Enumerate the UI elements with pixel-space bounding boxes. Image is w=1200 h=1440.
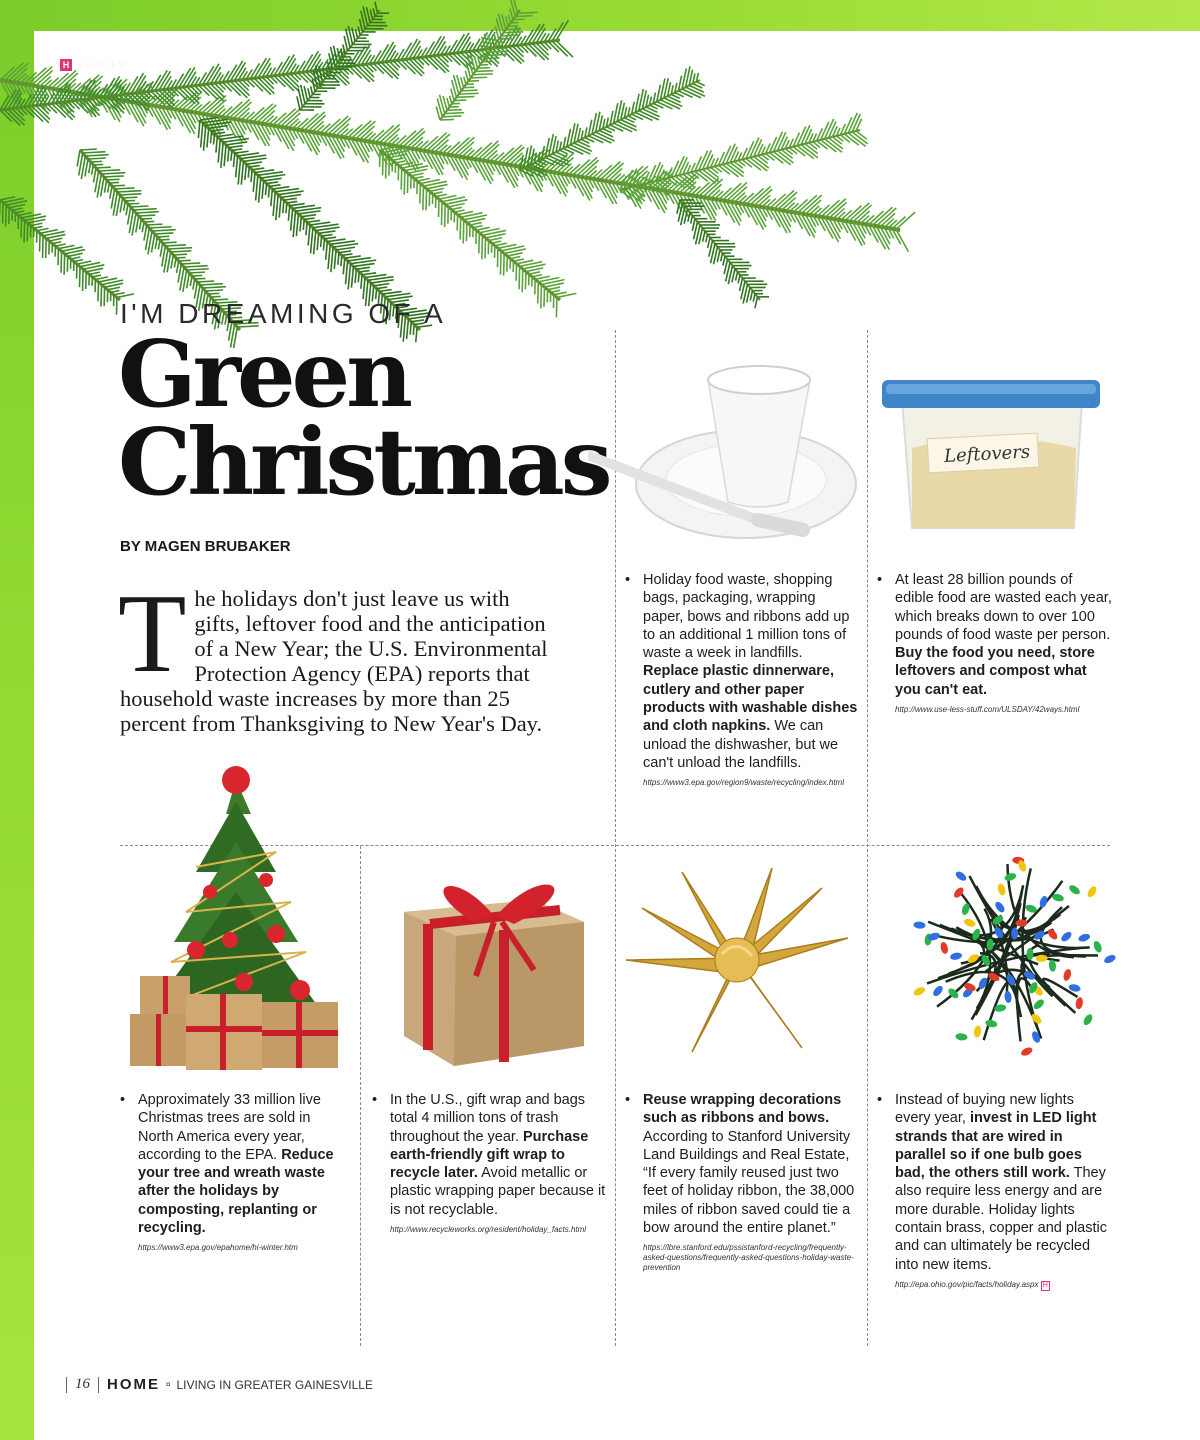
section-name: FAMILY [78,59,128,71]
item-text: Holiday food waste, shopping bags, packaging, wrapping paper, bows and ribbons add up to an additional 1 million tons of waste a week in landfills. [643,572,850,662]
magazine-tagline: LIVING IN GREATER GAINESVILLE [176,1377,373,1392]
item-text: At least 28 billion pounds of edible food are wasted each year, which breaks down to over 100 pounds of food waste per person. [895,572,1112,643]
item-text: Avoid metallic or plastic wrapping paper because it is not recyclable. [390,1165,606,1218]
lead-text: he holidays don't just leave us with gifts, leftover food and the anticipation of a New Year; the U.S. Environmental Protection Agency (EPA) reports that household waste increases by more than 25 percent from Thanksgiving to New Year's Day. [120,586,548,736]
article-title [118,320,609,516]
list-item-food-waste [877,571,1113,715]
item-text: They also require less energy and are more durable. Holiday lights contain brass, copper and plastic and can ultimately be recycled into new items. [895,1165,1107,1273]
source-citation [895,1280,1113,1291]
item-text: Instead of buying new lights every year, [895,1092,1074,1127]
source-citation: http://www.recycleworks.org/resident/holiday_facts.html [390,1225,587,1235]
column-divider [360,846,361,1346]
list-item-ribbons [625,1091,858,1273]
footer-rule [66,1377,67,1393]
column-divider [867,330,868,1346]
list-item-trees [120,1091,343,1253]
magazine-name: HOME [107,1376,160,1393]
christmas-tree-photo [126,762,344,1074]
source-citation: https://lbre.stanford.edu/pssistanford-recycling/frequently-asked-questions/frequently-asked-questions-holiday-waste-prevention [643,1243,854,1273]
item-text-bold: Reuse wrapping decorations such as ribbons and bows. [643,1092,842,1127]
gift-box-photo [394,866,602,1070]
magazine-logo-icon: H [60,59,72,71]
title-line-1: Green [118,320,409,428]
source-url: http://epa.ohio.gov/pic/facts/holiday.aspx [895,1279,1039,1289]
bullet: • [877,1092,883,1108]
footer-rule [98,1377,99,1393]
list-item-lights [877,1091,1113,1291]
page-footer [58,1376,373,1393]
leftovers-label: Leftovers [943,441,1031,467]
source-citation: http://www.use-less-stuff.com/ULSDAY/42ways.html [895,705,1080,715]
list-item-paper-waste [625,571,858,788]
end-mark-icon: H [1042,1281,1048,1289]
drop-cap: T [118,572,187,696]
item-text-bold: Purchase earth-friendly gift wrap to recycle later. [390,1128,589,1182]
title-line-2: Christmas [118,408,609,516]
gold-bow-photo [622,868,852,1060]
item-text: In the U.S., gift wrap and bags total 4 million tons of trash throughout the year. [390,1092,586,1145]
bullet: • [625,1092,631,1108]
item-text-bold: Reduce your tree and wreath waste after the holidays by composting, replanting or recycling. [138,1146,334,1237]
list-item-gift-wrap [372,1091,606,1235]
footer-separator: ¤ [166,1380,171,1389]
article-kicker: I'M DREAMING OF A [120,298,447,329]
section-tag [60,59,127,71]
item-text-bold: Replace plastic dinnerware, cutlery and other paper products with washable dishes and cloth napkins. [643,663,858,735]
item-text-bold: Buy the food you need, store leftovers and compost what you can't eat. [895,645,1095,698]
lead-paragraph [118,572,560,736]
led-lights-photo [900,840,1126,1066]
bullet: • [120,1092,126,1108]
byline: BY MAGEN BRUBAKER [120,538,291,555]
plate-cup-fork-photo [588,352,860,552]
bullet: • [877,572,883,588]
item-text: We can unload the dishwasher, but we can't unload the landfills. [643,718,839,771]
item-text-bold: invest in LED light strands that are wired in parallel so if one bulb goes bad, the others still work. [895,1110,1097,1182]
leftovers-container-photo [882,378,1102,538]
item-text: Approximately 33 million live Christmas trees are sold in North America every year, according to the EPA. [138,1092,321,1163]
item-text: According to Stanford University Land Buildings and Real Estate, “If every family reused just two feet of holiday ribbon, the 38,000 miles of ribbon saved could tie a bow around the entire planet.” [643,1128,855,1237]
page-number: 16 [75,1376,90,1392]
bullet: • [372,1092,378,1108]
source-citation: https://www3.epa.gov/epahome/hi-winter.htm [138,1243,298,1253]
source-citation: https://www3.epa.gov/region9/waste/recycling/index.html [643,778,844,788]
bullet: • [625,572,631,588]
